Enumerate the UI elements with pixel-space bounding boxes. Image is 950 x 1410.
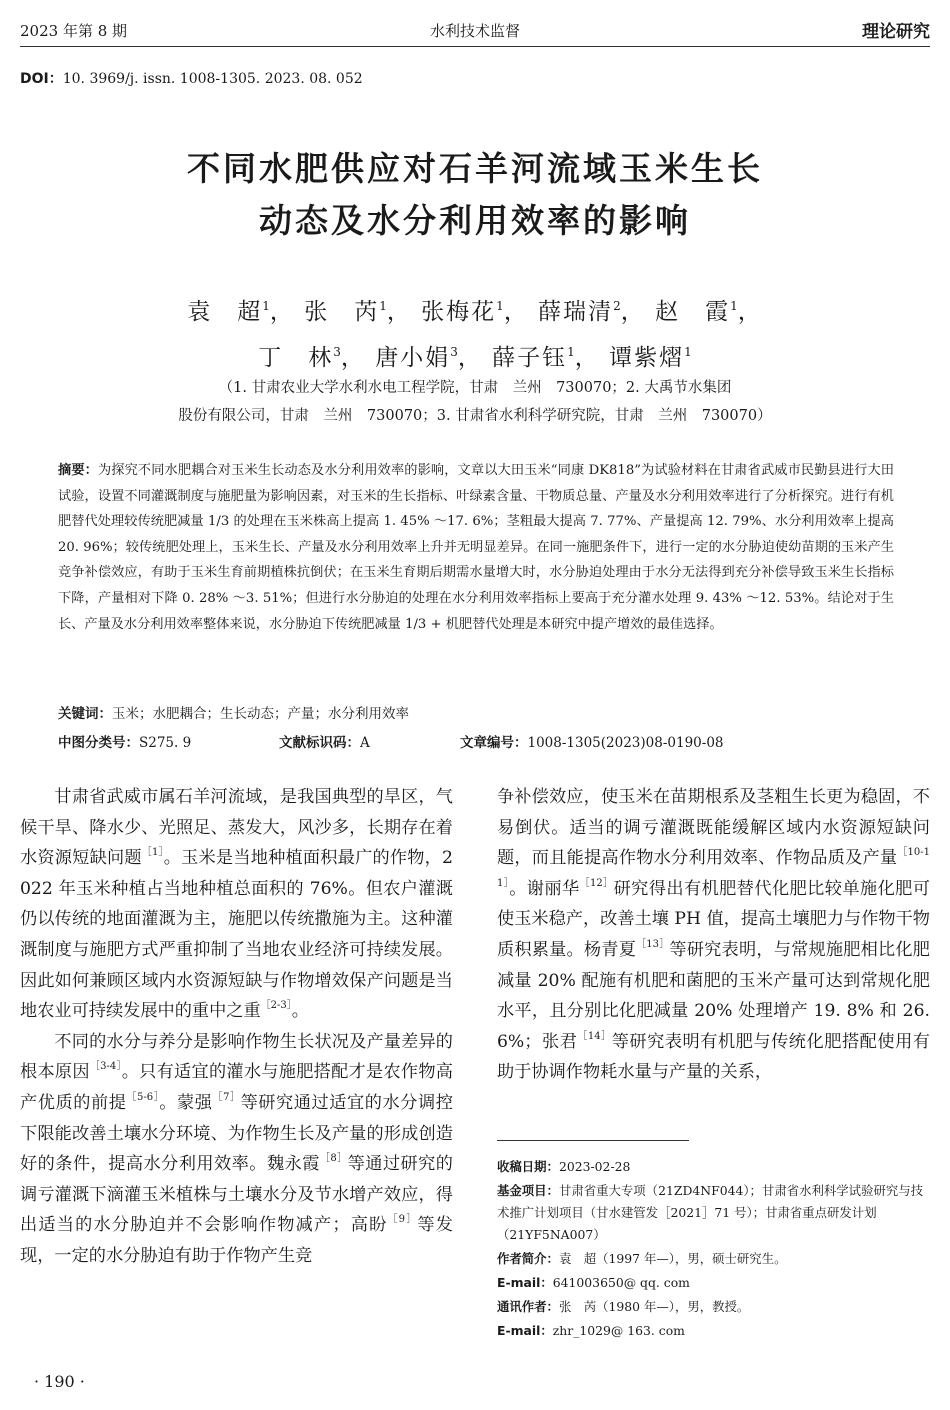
body-text: 。玉米是当地种植面积最广的作物，2022 年玉米种植占当地种植总面积的 76%。但农户灌溉仍以传统的地面灌溉为主，施肥以传统撒施为主。这种灌溉制度与施肥方式严重抑制了当地农业经济可持续发展。因此如何兼顾区域内水资源短缺与作物增效保产问题是当地农业可持续发展中的重中之重: [20, 848, 453, 1022]
author-bio-value: 袁 超（1997 年—），男，硕士研究生。: [558, 1251, 787, 1266]
email-value: 641003650@ qq. com: [552, 1275, 690, 1290]
body-text: 研究得出有机肥替代化肥比较单施化肥可使玉米稳产，改善土壤 PH 值，提高土壤肥力与作物干物质积累量。杨青夏: [497, 878, 930, 960]
doc-code-value: A: [360, 735, 370, 751]
author-separator: ，: [503, 299, 529, 325]
doc-code-label: 文献标识码：: [279, 735, 360, 751]
author-bio: [497, 1248, 932, 1270]
author-email: [497, 1272, 932, 1294]
fund-info: [497, 1180, 932, 1246]
author-affil-mark: 1: [379, 299, 387, 313]
author-name: 赵 霞: [655, 299, 731, 325]
author-affil-mark: 1: [567, 345, 575, 359]
corresponding-label: 通讯作者：: [497, 1299, 559, 1314]
article-title: [0, 143, 950, 247]
body-paragraph: [20, 782, 453, 1027]
body-text: 甘肃省武威市属石羊河流域，是我国典型的旱区，气候干旱、降水少、光照足、蒸发大，风沙多，长期存在着水资源短缺问题: [20, 787, 453, 869]
body-text: 。谢丽华: [509, 878, 580, 899]
doi-line: [20, 68, 363, 88]
title-line-2: 动态及水分利用效率的影响: [259, 201, 691, 240]
body-text: 等研究表明，与常规施肥相比化肥减量 20% 配施有机肥和菌肥的玉米产量可达到常规化肥水平，且分别比化肥减量 20% 处理增产 19. 8% 和 26. 6%；张君: [497, 939, 930, 1052]
header-rule: [20, 46, 930, 47]
author-name: 张梅花: [421, 299, 497, 325]
clc-number: [58, 731, 191, 751]
email-label: E-mail：: [497, 1323, 553, 1338]
journal-name: 水利技术监督: [429, 22, 520, 40]
page-number: · 190 ·: [34, 1372, 85, 1391]
author-separator: ，: [340, 345, 366, 371]
citation-ref: ［10-11］: [497, 847, 930, 889]
affiliations: [0, 374, 950, 430]
citation-ref: ［13］: [636, 938, 670, 950]
article-number: [460, 731, 724, 751]
author-affil-mark: 1: [684, 345, 692, 359]
body-column-left: [20, 782, 453, 1272]
issue-label: 2023 年第 8 期: [20, 22, 128, 40]
abstract: [58, 458, 894, 637]
keywords-text: 玉米；水肥耦合；生长动态；产量；水分利用效率: [112, 706, 409, 722]
author-line-2: [0, 332, 950, 378]
title-line-1: 不同水肥供应对石羊河流域玉米生长: [187, 149, 763, 188]
author-affil-mark: 1: [730, 299, 738, 313]
author-name: 谭紫熠: [609, 345, 685, 371]
body-paragraph: [20, 1027, 453, 1272]
citation-ref: ［2-3］: [260, 1000, 292, 1012]
author-separator: ，: [269, 299, 295, 325]
author-affil-mark: 3: [450, 345, 458, 359]
received-value: 2023-02-28: [558, 1159, 631, 1174]
author-affil-mark: 2: [613, 299, 621, 313]
author-affil-mark: 1: [262, 299, 270, 313]
body-text: 等研究通过适宜的水分调控下限能改善土壤水分环境、为作物生长及产量的形成创造好的条件，提高水分利用效率。魏永霞: [20, 1092, 453, 1175]
received-date: [497, 1156, 932, 1178]
author-separator: ，: [737, 299, 763, 325]
citation-ref: ［12］: [579, 877, 614, 889]
citation-ref: ［9］: [387, 1214, 418, 1226]
body-text: 等发现，一定的水分胁迫有助于作物产生竞: [20, 1215, 453, 1266]
author-separator: ，: [620, 299, 646, 325]
author-name: 张 芮: [304, 299, 380, 325]
email-label: E-mail：: [497, 1275, 553, 1290]
author-name: 薛子钰: [492, 345, 568, 371]
email-value: zhr_1029@ 163. com: [552, 1323, 685, 1338]
fund-label: 基金项目：: [497, 1183, 559, 1198]
body-text: 等通过研究的调亏灌溉下滴灌玉米植株与土壤水分及节水增产效应，得出适当的水分胁迫并不会影响作物减产；高盼: [20, 1154, 453, 1236]
author-name: 丁 林: [258, 345, 334, 371]
clc-value: S275. 9: [139, 735, 192, 751]
body-text: 。蒙强: [159, 1092, 213, 1113]
author-line-1: [0, 286, 950, 332]
keywords-label: 关键词：: [58, 706, 112, 722]
author-affil-mark: 3: [333, 345, 341, 359]
citation-ref: ［1］: [141, 847, 164, 859]
column-label: 理论研究: [862, 22, 930, 42]
running-header: [20, 12, 930, 46]
citation-ref: ［8］: [319, 1153, 348, 1165]
author-name: 袁 超: [187, 299, 263, 325]
author-separator: ，: [457, 345, 483, 371]
keywords: [58, 702, 894, 722]
body-text: 。只有适宜的灌水与施肥搭配才是农作物高产优质的前提: [20, 1062, 453, 1113]
author-separator: ，: [386, 299, 412, 325]
doi-value: 10. 3969/j. issn. 1008-1305. 2023. 08. 052: [62, 71, 363, 87]
corresponding-email: [497, 1320, 932, 1342]
author-separator: ，: [574, 345, 600, 371]
body-text: 不同的水分与养分是影响作物生长状况及产量差异的根本原因: [20, 1031, 453, 1083]
body-column-right: [497, 782, 930, 1088]
article-number-label: 文章编号：: [460, 735, 528, 751]
body-paragraph: [497, 782, 930, 1088]
body-text: 等研究表明有机肥与传统化肥搭配使用有助于协调作物耗水量与产量的关系，: [497, 1031, 930, 1083]
fund-value: 甘肃省重大专项（21ZD4NF044）；甘肃省水利科学试验研究与技术推广计划项目（甘水建管发［2021］71 号）；甘肃省重点研发计划（21YF5NA007）: [497, 1183, 924, 1242]
footnote-rule: [497, 1140, 689, 1141]
affiliation-line-1: （1. 甘肃农业大学水利水电工程学院，甘肃 兰州 730070；2. 大禹节水集团: [218, 380, 732, 396]
doi-label: DOI：: [20, 71, 63, 87]
author-bio-label: 作者简介：: [497, 1251, 559, 1266]
clc-label: 中图分类号：: [58, 735, 139, 751]
abstract-text: 为探究不同水肥耦合对玉米生长动态及水分利用效率的影响，文章以大田玉米“同康 DK818”为试验材料在甘肃省武威市民勤县进行大田试验，设置不同灌溉制度与施肥量为影响因素，对玉米的生长指标、叶绿素含量、干物质总量、产量及水分利用效率进行了分析探究。进行有机肥替代处理较传统肥减量 1/3 的处理在玉米株高上提高 1. 45% ～17. 6%；茎粗最大提高 7. 77%、产量提高 12. 79%、水分利用效率上提高 20. 96%；较传统肥处理上，玉米生长、产量及水分利用效率上升并无明显差异。在同一施肥条件下，进行一定的水分胁迫使幼苗期的玉米产生竞争补偿效应，有助于玉米生育前期植株抗倒伏；在玉米生育期后期需水量增大时，水分胁迫处理由于水分无法得到充分补偿导致玉米生长指标下降，产量相对下降 0. 28% ～3. 51%；但进行水分胁迫的处理在水分利用效率指标上要高于充分灌水处理 9. 43% ～12. 53%。结论对于生长、产量及水分利用效率整体来说，水分胁迫下传统肥减量 1/3 + 机肥替代处理是本研究中提产增效的最佳选择。: [58, 463, 894, 632]
citation-ref: ［3-4］: [89, 1061, 122, 1073]
document-code: [279, 731, 370, 751]
article-number-value: 1008-1305(2023)08-0190-08: [527, 735, 724, 751]
footnotes: [497, 1156, 932, 1344]
abstract-label: 摘要：: [58, 463, 98, 478]
author-name: 薛瑞清: [538, 299, 614, 325]
body-text: 争补偿效应，使玉米在苗期根系及茎粗生长更为稳固，不易倒伏。适当的调亏灌溉既能缓解区域内水资源短缺问题，而且能提高作物水分利用效率、作物品质及产量: [497, 787, 930, 869]
body-text: 。: [291, 1001, 309, 1022]
received-label: 收稿日期：: [497, 1159, 559, 1174]
corresponding-value: 张 芮（1980 年—），男，教授。: [558, 1299, 750, 1314]
citation-ref: ［7］: [212, 1091, 241, 1103]
author-affil-mark: 1: [496, 299, 504, 313]
affiliation-line-2: 股份有限公司，甘肃 兰州 730070；3. 甘肃省水利科学研究院，甘肃 兰州 730070）: [178, 408, 772, 424]
citation-ref: ［5-6］: [126, 1091, 160, 1103]
author-name: 唐小娟: [375, 345, 451, 371]
author-list: [0, 286, 950, 378]
citation-ref: ［14］: [577, 1030, 612, 1042]
corresponding-author: [497, 1296, 932, 1318]
